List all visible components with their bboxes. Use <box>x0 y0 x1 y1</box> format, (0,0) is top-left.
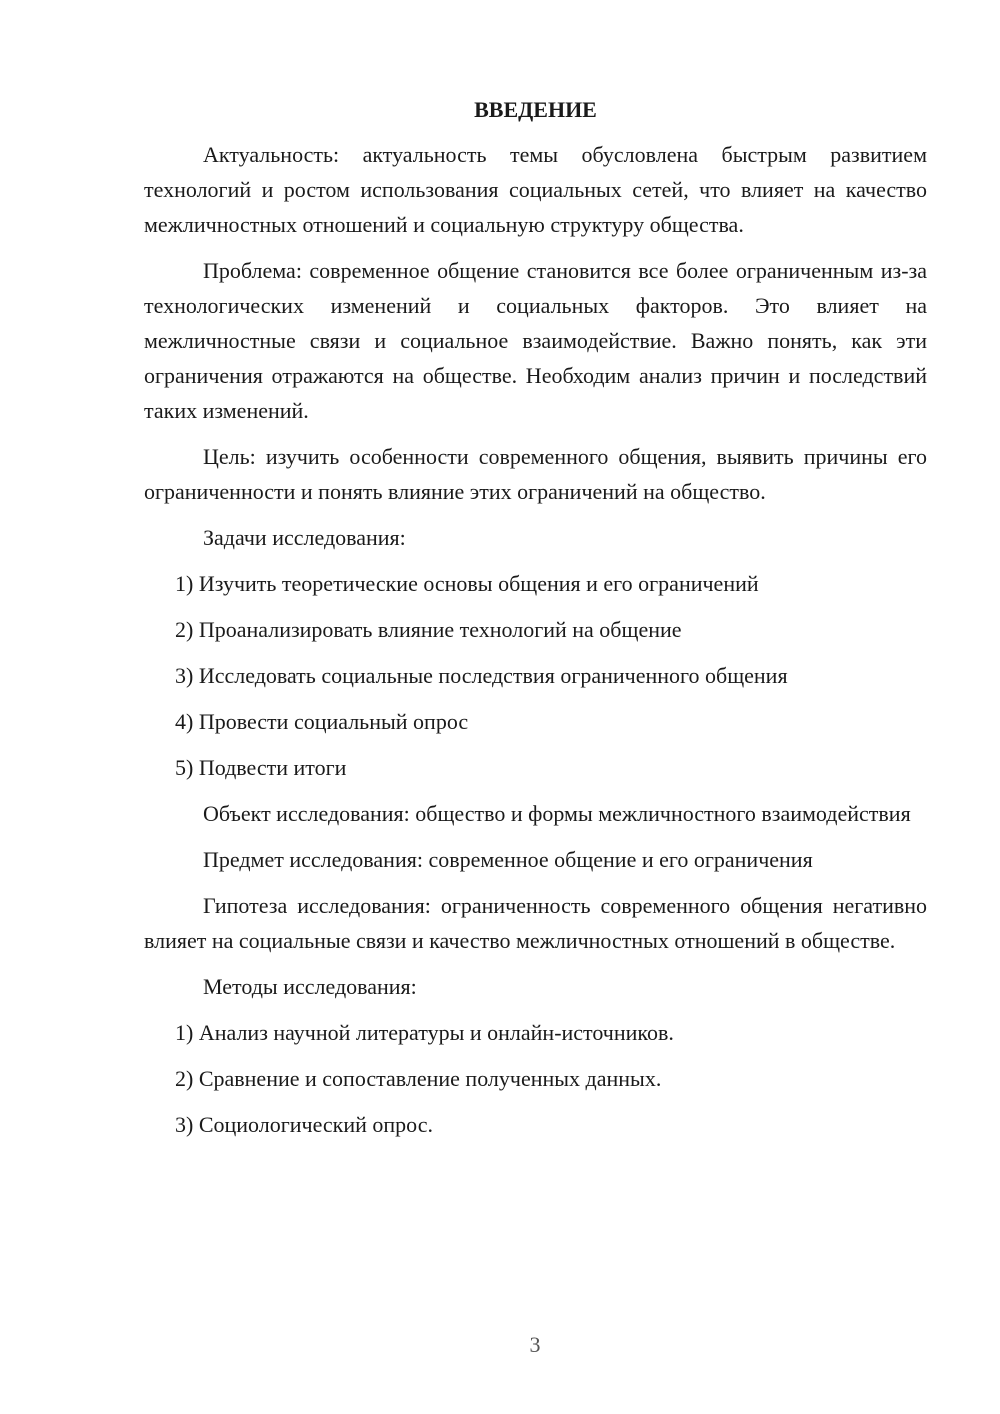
task-item: 5) Подвести итоги <box>175 755 347 780</box>
method-item: 2) Сравнение и сопоставление полученных данных. <box>175 1066 662 1091</box>
task-item: 4) Провести социальный опрос <box>175 709 469 734</box>
task-item: 1) Изучить теоретические основы общения и его ограничений <box>175 571 759 596</box>
document-body <box>144 92 927 1153</box>
task-item: 2) Проанализировать влияние технологий на общение <box>175 617 682 642</box>
method-item: 3) Социологический опрос. <box>175 1112 433 1137</box>
hypothesis-paragraph: Гипотеза исследования: ограниченность современного общения негативно влияет на социальные связи и качество межличностных отношений в обществе. <box>144 893 927 953</box>
goal-paragraph: Цель: изучить особенности современного общения, выявить причины его ограниченности и понять влияние этих ограничений на общество. <box>144 444 927 504</box>
task-item: 3) Исследовать социальные последствия ограниченного общения <box>175 663 788 688</box>
method-item: 1) Анализ научной литературы и онлайн-источников. <box>175 1020 674 1045</box>
relevance-paragraph: Актуальность: актуальность темы обусловлена быстрым развитием технологий и ростом использования социальных сетей, что влияет на качество межличностных отношений и социальную структуру общества. <box>144 142 927 237</box>
subject-paragraph: Предмет исследования: современное общение и его ограничения <box>203 847 813 872</box>
problem-paragraph: Проблема: современное общение становится все более ограниченным из-за технологических изменений и социальных факторов. Это влияет на межличностные связи и социальное взаимодействие. Важно понять, как эти ограничения отражаются на обществе. Необходим анализ причин и последствий таких изменений. <box>144 258 927 423</box>
page-number: 3 <box>529 1332 541 1357</box>
tasks-heading: Задачи исследования: <box>203 525 406 550</box>
object-paragraph: Объект исследования: общество и формы межличностного взаимодействия <box>203 801 911 826</box>
methods-heading: Методы исследования: <box>203 974 417 999</box>
section-title: ВВЕДЕНИЕ <box>474 97 597 122</box>
